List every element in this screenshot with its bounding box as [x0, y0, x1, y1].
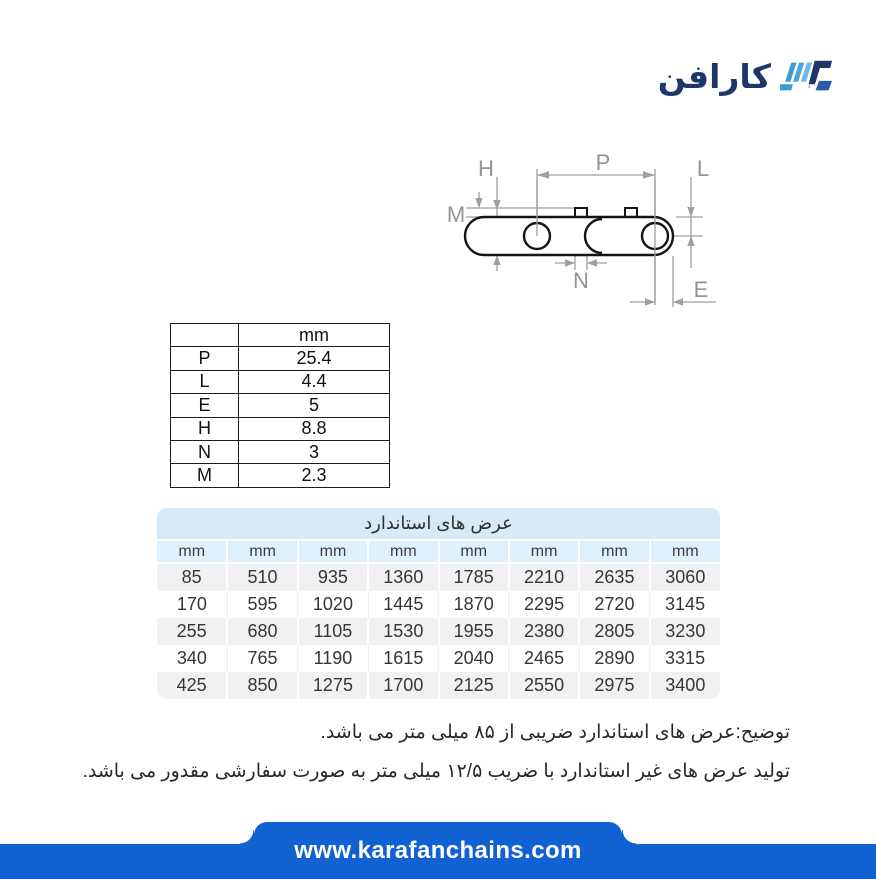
width-table	[157, 508, 720, 699]
dim-value-cell: 3	[239, 440, 390, 463]
dim-label-cell: N	[171, 440, 239, 463]
width-value-cell: 1190	[298, 645, 368, 672]
chain-plate-geometry	[465, 180, 673, 302]
dim-label-m: M	[446, 202, 466, 227]
width-table-row	[157, 591, 720, 618]
dim-table-row	[171, 464, 390, 487]
width-value-cell: 680	[227, 618, 297, 645]
width-unit-cell: mm	[157, 540, 227, 563]
dim-value-cell: 2.3	[239, 464, 390, 487]
dimension-table-header-row	[171, 324, 390, 347]
width-value-cell: 170	[157, 591, 227, 618]
width-value-cell: 425	[157, 672, 227, 699]
width-value-cell: 2125	[439, 672, 509, 699]
width-value-cell: 1275	[298, 672, 368, 699]
brand-text: کارافن	[657, 58, 771, 95]
footer-tab	[254, 822, 622, 879]
width-value-cell: 2975	[579, 672, 649, 699]
width-value-cell: 1955	[439, 618, 509, 645]
footer-url[interactable]: www.karafanchains.com	[294, 836, 582, 864]
dim-label-e: E	[693, 277, 709, 302]
width-value-cell: 2380	[509, 618, 579, 645]
width-value-cell: 3145	[650, 591, 720, 618]
karafan-logo-icon	[780, 58, 832, 95]
width-value-cell: 2635	[579, 563, 649, 591]
dim-value-cell: 25.4	[239, 347, 390, 370]
brand-logo	[658, 58, 832, 95]
width-value-cell: 2465	[509, 645, 579, 672]
width-value-cell: 1105	[298, 618, 368, 645]
dim-label-p: P	[595, 150, 611, 175]
note-line-1: توضیح:عرض های استاندارد ضریبی از ۸۵ میلی متر می باشد.	[320, 722, 790, 743]
note-line-2: تولید عرض های غیر استاندارد با ضریب ۱۲/۵ میلی متر به صورت سفارشی مقدور می باشد.	[82, 761, 790, 782]
width-value-cell: 1360	[368, 563, 438, 591]
width-value-cell: 595	[227, 591, 297, 618]
width-value-cell: 1870	[439, 591, 509, 618]
footer-tab-fillet-left	[240, 830, 254, 844]
width-value-cell: 2295	[509, 591, 579, 618]
width-value-cell: 3230	[650, 618, 720, 645]
width-value-cell: 2210	[509, 563, 579, 591]
width-value-cell: 2720	[579, 591, 649, 618]
dim-table-row	[171, 394, 390, 417]
width-value-cell: 255	[157, 618, 227, 645]
width-unit-cell: mm	[509, 540, 579, 563]
dimension-table-body	[171, 347, 390, 487]
width-value-cell: 765	[227, 645, 297, 672]
width-value-cell: 2550	[509, 672, 579, 699]
width-table-title-row	[157, 508, 720, 540]
footer-tab-fillet-right	[622, 830, 636, 844]
width-value-cell: 3315	[650, 645, 720, 672]
dim-table-row	[171, 417, 390, 440]
width-unit-cell: mm	[579, 540, 649, 563]
dim-label-h: H	[478, 156, 494, 181]
dim-value-cell: 5	[239, 394, 390, 417]
width-value-cell: 3060	[650, 563, 720, 591]
width-table-row	[157, 563, 720, 591]
width-unit-cell: mm	[650, 540, 720, 563]
width-value-cell: 340	[157, 645, 227, 672]
dim-label-cell: L	[171, 370, 239, 393]
width-value-cell: 935	[298, 563, 368, 591]
dim-label-cell: M	[171, 464, 239, 487]
width-value-cell: 1785	[439, 563, 509, 591]
width-table-row	[157, 618, 720, 645]
dim-unit-header: mm	[239, 324, 390, 347]
width-value-cell: 2040	[439, 645, 509, 672]
width-table-title: عرض های استاندارد	[157, 508, 720, 540]
width-value-cell: 2805	[579, 618, 649, 645]
dim-label-cell: P	[171, 347, 239, 370]
width-value-cell: 850	[227, 672, 297, 699]
width-value-cell: 2890	[579, 645, 649, 672]
width-unit-cell: mm	[368, 540, 438, 563]
width-value-cell: 1445	[368, 591, 438, 618]
width-table-row	[157, 672, 720, 699]
dimension-table	[170, 323, 390, 488]
width-value-cell: 1700	[368, 672, 438, 699]
dim-table-row	[171, 347, 390, 370]
dim-table-row	[171, 440, 390, 463]
notes	[60, 713, 790, 791]
width-unit-cell: mm	[227, 540, 297, 563]
dim-value-cell: 4.4	[239, 370, 390, 393]
dim-table-row	[171, 370, 390, 393]
width-table-body	[157, 563, 720, 699]
dim-label-cell: H	[171, 417, 239, 440]
dim-label-l: L	[696, 156, 710, 181]
width-value-cell: 1020	[298, 591, 368, 618]
width-value-cell: 1615	[368, 645, 438, 672]
dim-label-n: N	[573, 268, 589, 293]
width-value-cell: 3400	[650, 672, 720, 699]
dim-value-cell: 8.8	[239, 417, 390, 440]
technical-drawing	[440, 140, 740, 320]
dim-corner-cell	[171, 324, 239, 347]
width-table-header-row	[157, 540, 720, 563]
width-value-cell: 1530	[368, 618, 438, 645]
width-value-cell: 510	[227, 563, 297, 591]
width-unit-cell: mm	[298, 540, 368, 563]
width-table-row	[157, 645, 720, 672]
dim-label-cell: E	[171, 394, 239, 417]
width-value-cell: 85	[157, 563, 227, 591]
width-unit-cell: mm	[439, 540, 509, 563]
